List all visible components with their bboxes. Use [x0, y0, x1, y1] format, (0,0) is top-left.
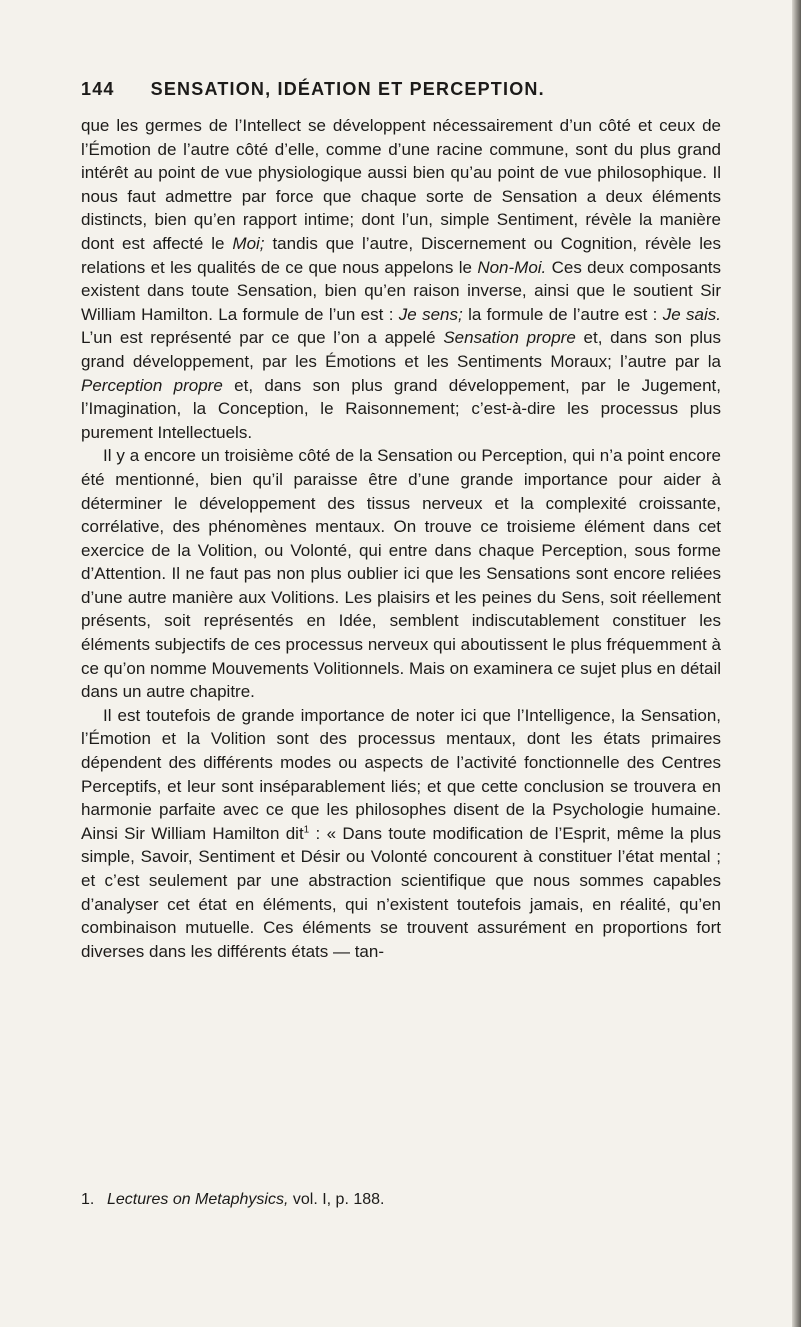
text-run: : « Dans toute modification de l’Esprit, même la plus simple, Savoir, Sentiment et Désir ou Volonté concourent à constituer l’état mental ; et c’est seulement par une abstraction scientifique que nous sommes capables d’analyser cet état en éléments, qui n’existent toutefois jamais, en réalité, qu’en combinaison mutuelle. Ces éléments se trouvent assurément en proportions fort diverses dans les différents états — tan- [81, 823, 721, 961]
italic-term: Moi; [232, 233, 265, 253]
text-run: et, dans son plus grand développement, par les Émotions et les Sentiments Moraux; l’autre par la [81, 328, 721, 371]
text-run: que les germes de l’Intellect se développent nécessairement d’un côté et ceux de l’Émotion de l’autre côté d’elle, comme d’une racine commune, sont du plus grand intérêt au point de vue physiologique aussi bien qu’au point de vue philosophique. Il nous faut admettre par force que chaque sorte de Sensation a deux éléments distincts, bien qu’en rapport intime; dont l’un, simple Sentiment, révèle la manière dont est affecté le [81, 116, 721, 253]
footnote-number: 1. [81, 1191, 95, 1208]
paragraph-2: Il y a encore un troisième côté de la Sensation ou Perception, qui n’a point encore été mentionné, bien qu’il paraisse être d’une grande importance pour aider à déterminer le développement des tissus nerveux et la complexité croissante, corrélative, des phénomènes mentaux. On trouve ce troisieme élément dans cet exercice de la Volition, ou Volonté, qui entre dans chaque Perception, sous forme d’Attention. Il ne faut pas non plus oublier ici que les Sensations sont encore reliées d’une autre manière aux Volitions. Les plaisirs et les peines du Sens, soit réellement présents, soit représentés en Idée, semblent indiscutablement constituer les éléments subjectifs de ces processus nerveux qui aboutissent le plus fréquemment à ce qu’on nomme Mouvements Volitionnels. Mais on examinera ce sujet plus en détail dans un autre chapitre. [81, 446, 721, 702]
text-run: tandis que l’autre, Discernement ou Cognition, révèle les relations et les qualités de ce que nous appelons le [81, 233, 721, 277]
running-header [81, 79, 721, 100]
footnote [81, 1189, 721, 1211]
paragraph-1 [81, 114, 721, 444]
footnote-citation: vol. I, p. 188. [288, 1191, 385, 1208]
text-run: la formule de l’autre est : [462, 304, 663, 324]
page-number: 144 [81, 79, 115, 99]
italic-term: Je sais. [662, 304, 722, 324]
paragraph-3 [81, 704, 721, 964]
page-edge-shadow [792, 0, 801, 1327]
italic-term: Non-Moi. [477, 257, 547, 277]
running-title: SENSATION, IDÉATION ET PERCEPTION. [150, 79, 545, 99]
footnote-title: Lectures on Metaphysics, [107, 1191, 289, 1208]
text-run: Il est toutefois de grande importance de noter ici que l’Intelligence, la Sensation, l’Émotion et la Volition sont des processus mentaux, dont les états primaires dépendent des différents modes ou aspects de l’activité fonctionnelle des Centres Perceptifs, et leur sont inséparablement liés; et que cette conclusion se trouvera en harmonie parfaite avec ce que les philosophes disent de la Psychologie humaine. Ainsi Sir William Hamilton dit [81, 705, 721, 843]
italic-term: Je sens; [398, 304, 463, 324]
footnote-reference[interactable]: 1 [303, 824, 310, 836]
text-run: et, dans son plus grand développement, par le Jugement, l’Imagination, la Conception, le Raisonnement; c’est-à-dire les processus plus purement Intellectuels. [81, 375, 721, 442]
italic-term: Sensation propre [443, 328, 576, 348]
text-run: Ces deux composants existent dans toute Sensation, bien qu’en raison inverse, ainsi que le soutient Sir William Hamilton. La formule de l’un est : [81, 257, 721, 324]
body-text [81, 114, 721, 963]
italic-term: Perception propre [81, 375, 223, 395]
text-run: L’un est représenté par ce que l’on a appelé [81, 328, 444, 348]
